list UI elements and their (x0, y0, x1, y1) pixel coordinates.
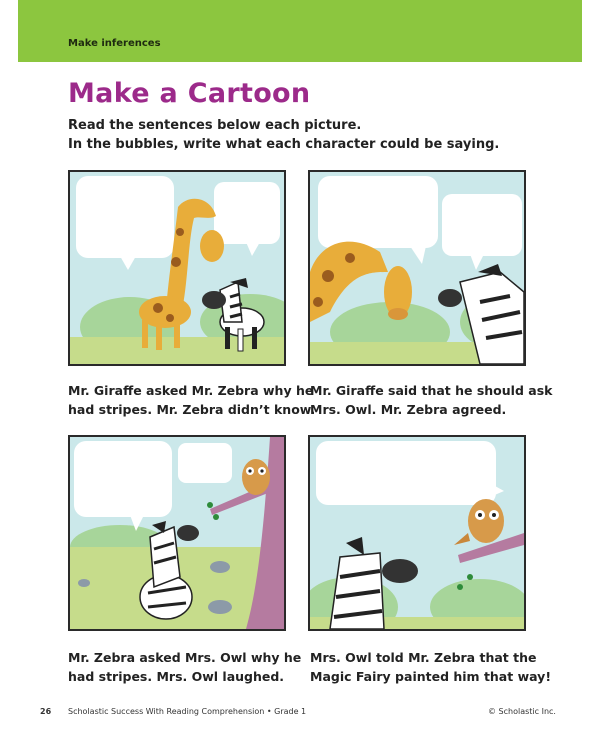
instruction-line-2: In the bubbles, write what each character could be saying. (68, 137, 500, 152)
page-number: 26 (40, 707, 52, 716)
book-title: Scholastic Success With Reading Comprehension • Grade 1 (68, 707, 307, 716)
caption-line: Mrs. Owl. Mr. Zebra agreed. (310, 402, 507, 417)
caption-line: Mr. Giraffe asked Mr. Zebra why he (68, 383, 314, 398)
caption-panel-2 (310, 381, 552, 419)
caption-line: Mr. Giraffe said that he should ask (310, 383, 553, 398)
copyright: © Scholastic Inc. (488, 707, 556, 716)
caption-line: had stripes. Mrs. Owl laughed. (68, 669, 285, 684)
section-label: Make inferences (68, 38, 161, 49)
instruction-line-1: Read the sentences below each picture. (68, 118, 362, 133)
caption-panel-1 (68, 381, 315, 419)
speech-bubble[interactable] (178, 443, 232, 483)
speech-bubble[interactable] (76, 176, 174, 270)
caption-line: Mr. Zebra asked Mrs. Owl why he (68, 650, 302, 665)
caption-panel-4 (310, 648, 551, 686)
speech-bubble[interactable] (316, 441, 504, 505)
header-bar (18, 0, 582, 62)
cartoon-panel-3 (68, 435, 286, 631)
caption-line: Magic Fairy painted him that way! (310, 669, 552, 684)
caption-line: had stripes. Mr. Zebra didn’t know. (68, 402, 316, 417)
owl-illustration (242, 459, 270, 495)
caption-line: Mrs. Owl told Mr. Zebra that the (310, 650, 537, 665)
caption-panel-3 (68, 648, 301, 686)
cartoon-panel-1 (68, 170, 286, 366)
cartoon-panel-4 (308, 435, 526, 631)
cartoon-panel-2 (308, 170, 526, 366)
page-title: Make a Cartoon (68, 78, 311, 109)
